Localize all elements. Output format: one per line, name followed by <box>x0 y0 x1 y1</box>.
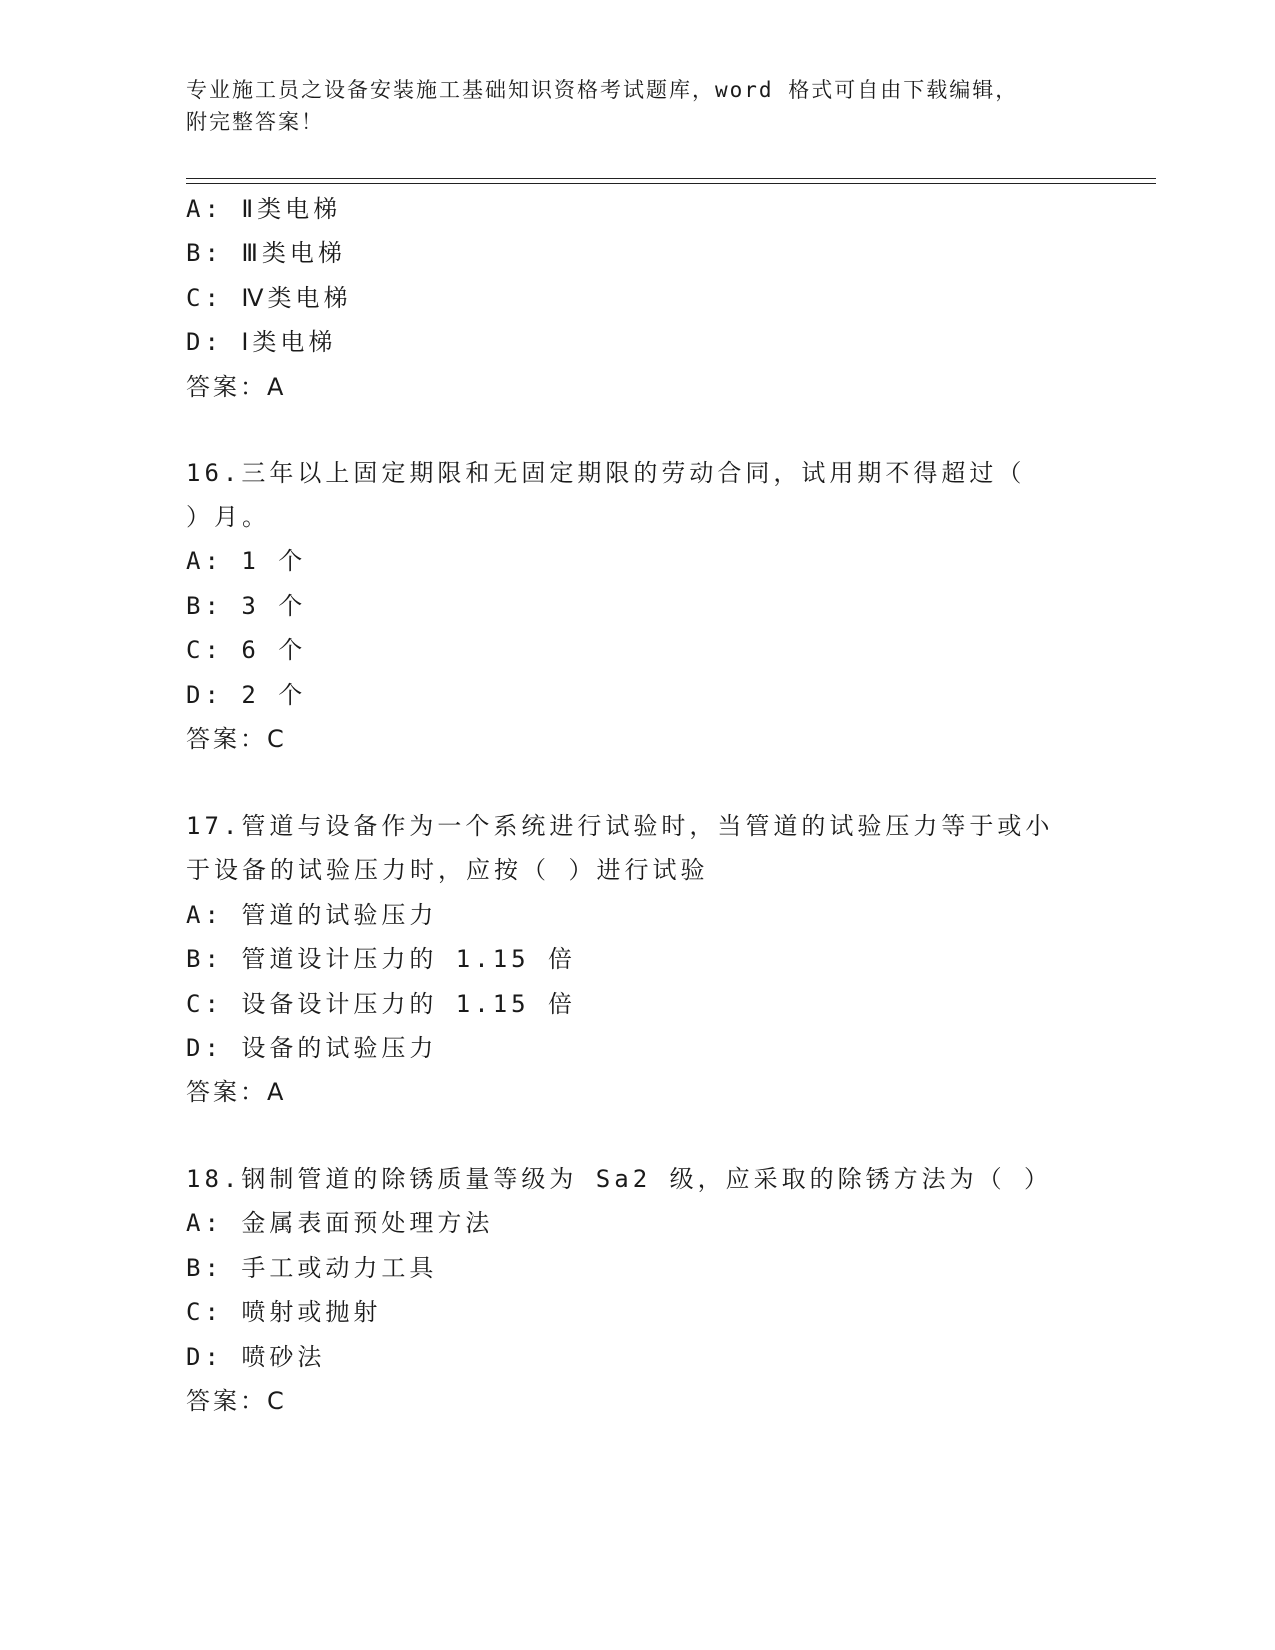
q17-option-d: D: 设备的试验压力 <box>186 1034 438 1062</box>
q18-option-d: D: 喷砂法 <box>186 1343 326 1371</box>
q16-option-b: B: 3 个 <box>186 592 307 620</box>
q18-option-b: B: 手工或动力工具 <box>186 1254 438 1282</box>
q18-option-a: A: 金属表面预处理方法 <box>186 1209 494 1237</box>
header-line-1: 专业施工员之设备安装施工基础知识资格考试题库，word 格式可自由下载编辑， <box>186 78 1019 102</box>
q17-question-line-2: 于设备的试验压力时，应按（ ）进行试验 <box>186 856 709 884</box>
q15-option-a: A: Ⅱ类电梯 <box>186 195 342 223</box>
q15-option-c: C: Ⅳ类电梯 <box>186 284 352 312</box>
q18-question-line-1: 18.钢制管道的除锈质量等级为 Sa2 级，应采取的除锈方法为（ ） <box>186 1165 1053 1193</box>
q15-option-d: D: Ⅰ类电梯 <box>186 328 337 356</box>
header-line-2: 附完整答案！ <box>186 110 324 134</box>
q16-question-line-2: ）月。 <box>186 503 270 531</box>
q15-option-b: B: Ⅲ类电梯 <box>186 239 346 267</box>
q16-option-a: A: 1 个 <box>186 547 307 575</box>
document-header <box>186 74 1086 138</box>
q16-option-c: C: 6 个 <box>186 636 307 664</box>
header-divider-bottom <box>186 183 1156 184</box>
q17-question-line-1: 17.管道与设备作为一个系统进行试验时，当管道的试验压力等于或小 <box>186 812 1054 840</box>
q16-question-line-1: 16.三年以上固定期限和无固定期限的劳动合同，试用期不得超过（ <box>186 459 1026 487</box>
q17-option-b: B: 管道设计压力的 1.15 倍 <box>186 945 577 973</box>
q18-option-c: C: 喷射或抛射 <box>186 1298 382 1326</box>
q17-answer: 答案：A <box>186 1078 287 1106</box>
q15-answer: 答案：A <box>186 373 287 401</box>
q18-answer: 答案：C <box>186 1387 287 1415</box>
q16-answer: 答案：C <box>186 725 287 753</box>
q17-option-c: C: 设备设计压力的 1.15 倍 <box>186 990 577 1018</box>
q16-option-d: D: 2 个 <box>186 681 307 709</box>
q17-option-a: A: 管道的试验压力 <box>186 901 438 929</box>
header-divider-top <box>186 178 1156 179</box>
